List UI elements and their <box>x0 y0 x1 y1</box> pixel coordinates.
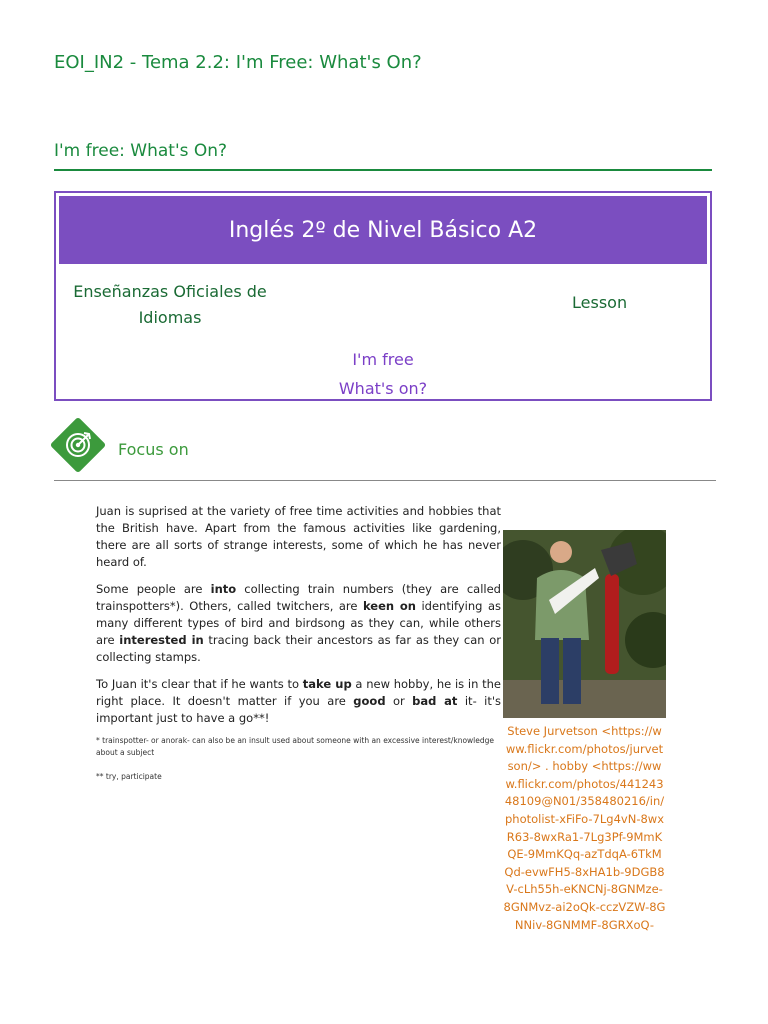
keyword-good: good <box>353 694 386 708</box>
focus-heading: Focus on <box>118 440 189 459</box>
text-run: tracing back their ancestors as far as they can or collecting stamps. <box>96 633 502 664</box>
photo-caption[interactable]: Steve Jurvetson <https://www.flickr.com/photos/jurvetson/> . hobby <https://www.flickr.com/photos/44124348109@N01/358480216/in/photolist-xFiFo-7Lg4vN-8wxR63-8wxRa1-7Lg3Pf-9MmKQE-9MmKQq-azTdqA-6TkMQd-evwFH5-8xHA1b-9DGB8V-cLh55h-eKNCNj-8GNMze-8GNMvz-ai2oQk-cczVZW-8GNNiv-8GNMMF-8GRXoQ- <box>503 724 666 932</box>
text-run: a new hobby, he is in the right place. It doesn't matter if you are <box>96 677 501 708</box>
paragraph-1: Juan is suprised at the variety of free time activities and hobbies that the British have. Apart from the famous activities like gardening, there are all sorts of strange interests, some of which he has never heard of. <box>96 504 501 569</box>
text-run: To Juan it's clear that if he wants to <box>96 677 303 691</box>
target-icon <box>50 417 107 474</box>
page-title: EOI_IN2 - Tema 2.2: I'm Free: What's On? <box>54 52 422 73</box>
text-run: collecting train numbers (they are called trainspotters*). Others, called twitchers, are <box>96 582 501 613</box>
topic-line-2: What's on? <box>338 379 428 398</box>
text-run: identifying as many different types of bird and birdsong as they can, while others are <box>96 599 501 647</box>
footnote-1: * trainspotter- or anorak- can also be an insult used about someone with an excessive interest/knowledge about a subject <box>96 736 495 757</box>
hobby-photo <box>503 530 666 718</box>
institution-name: Enseñanzas Oficiales de Idiomas <box>73 282 267 327</box>
section-divider <box>54 169 712 171</box>
lesson-label: Lesson <box>572 293 628 312</box>
section-title: I'm free: What's On? <box>54 141 228 161</box>
course-header <box>54 191 712 401</box>
keyword-into: into <box>210 582 237 596</box>
paragraph-2 <box>96 581 501 666</box>
text-run: or <box>385 694 413 708</box>
focus-divider <box>54 480 716 481</box>
course-banner: Inglés 2º de Nivel Básico A2 <box>59 196 707 264</box>
reading-text <box>96 503 501 737</box>
footnotes <box>96 735 501 795</box>
footnote-2: ** try, participate <box>96 772 162 781</box>
keyword-take-up: take up <box>302 677 352 691</box>
keyword-keen-on: keen on <box>362 599 416 613</box>
lesson-topic <box>56 345 710 403</box>
keyword-bad-at: bad at <box>412 694 458 708</box>
text-run: Some people are <box>96 582 211 596</box>
text-run: it- it's important just to have a go**! <box>96 694 501 725</box>
paragraph-3 <box>96 676 501 727</box>
keyword-interested-in: interested in <box>119 633 204 647</box>
topic-line-1: I'm free <box>352 350 414 369</box>
